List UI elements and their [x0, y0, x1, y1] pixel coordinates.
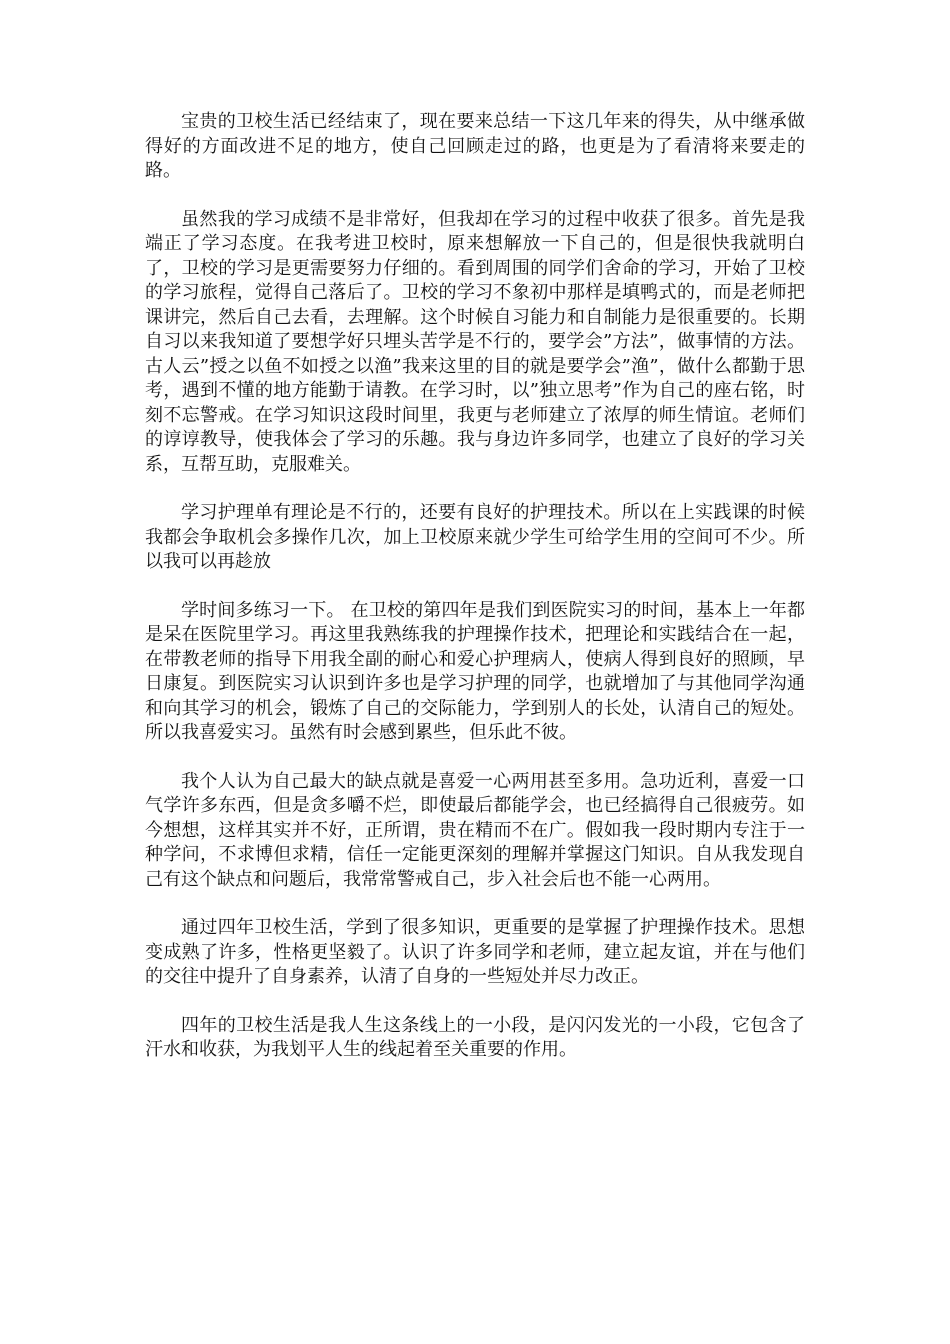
paragraph-4: 学时间多练习一下。 在卫校的第四年是我们到医院实习的时间，基本上一年都是呆在医院里学习。再这里我熟练我的护理操作技术，把理论和实践结合在一起，在带教老师的指导下用我全副的耐心和爱心护理病人，使病人得到良好的照顾，早日康复。到医院实习认识到许多也是学习护理的同学，也就增加了与其他同学沟通和向其学习的机会，锻炼了自己的交际能力，学到别人的长处，认清自己的短处。所以我喜爱实习。虽然有时会感到累些，但乐此不彼。	[145, 599, 805, 743]
document-body	[145, 110, 805, 1087]
paragraph-1: 宝贵的卫校生活已经结束了，现在要来总结一下这几年来的得失，从中继承做得好的方面改进不足的地方，使自己回顾走过的路，也更是为了看清将来要走的路。	[145, 111, 805, 181]
paragraph-6: 通过四年卫校生活，学到了很多知识，更重要的是掌握了护理操作技术。思想变成熟了许多，性格更坚毅了。认识了许多同学和老师，建立起友谊，并在与他们的交往中提升了自身素养，认清了自身的一些短处并尽力改正。	[145, 917, 805, 987]
paragraph-5: 我个人认为自己最大的缺点就是喜爱一心两用甚至多用。急功近利，喜爱一口气学许多东西，但是贪多嚼不烂，即使最后都能学会，也已经搞得自己很疲劳。如今想想，这样其实并不好，正所谓，贵在精而不在广。假如我一段时期内专注于一种学问，不求博但求精，信任一定能更深刻的理解并掌握这门知识。自从我发现自己有这个缺点和问题后，我常常警戒自己，步入社会后也不能一心两用。	[145, 770, 805, 890]
paragraph-7: 四年的卫校生活是我人生这条线上的一小段，是闪闪发光的一小段，它包含了汗水和收获，为我划平人生的线起着至关重要的作用。	[145, 1014, 805, 1060]
paragraph-2: 虽然我的学习成绩不是非常好，但我却在学习的过程中收获了很多。首先是我端正了学习态度。在我考进卫校时，原来想解放一下自己的，但是很快我就明白了，卫校的学习是更需要努力仔细的。看到周围的同学们舍命的学习，开始了卫校的学习旅程，觉得自己落后了。卫校的学习不象初中那样是填鸭式的，而是老师把课讲完，然后自己去看，去理解。这个时候自习能力和自制能力是很重要的。长期自习以来我知道了要想学好只埋头苦学是不行的，要学会”方法”，做事情的方法。古人云”授之以鱼不如授之以渔”我来这里的目的就是要学会”渔”，做什么都勤于思考，遇到不懂的地方能勤于请教。在学习时，以”独立思考”作为自己的座右铭，时刻不忘警戒。在学习知识这段时间里，我更与老师建立了浓厚的师生情谊。老师们的谆谆教导，使我体会了学习的乐趣。我与身边许多同学，也建立了良好的学习关系，互帮互助，克服难关。	[145, 208, 805, 475]
paragraph-3: 学习护理单有理论是不行的，还要有良好的护理技术。所以在上实践课的时候我都会争取机会多操作几次，加上卫校原来就少学生可给学生用的空间可不少。所以我可以再趁放	[145, 502, 805, 572]
